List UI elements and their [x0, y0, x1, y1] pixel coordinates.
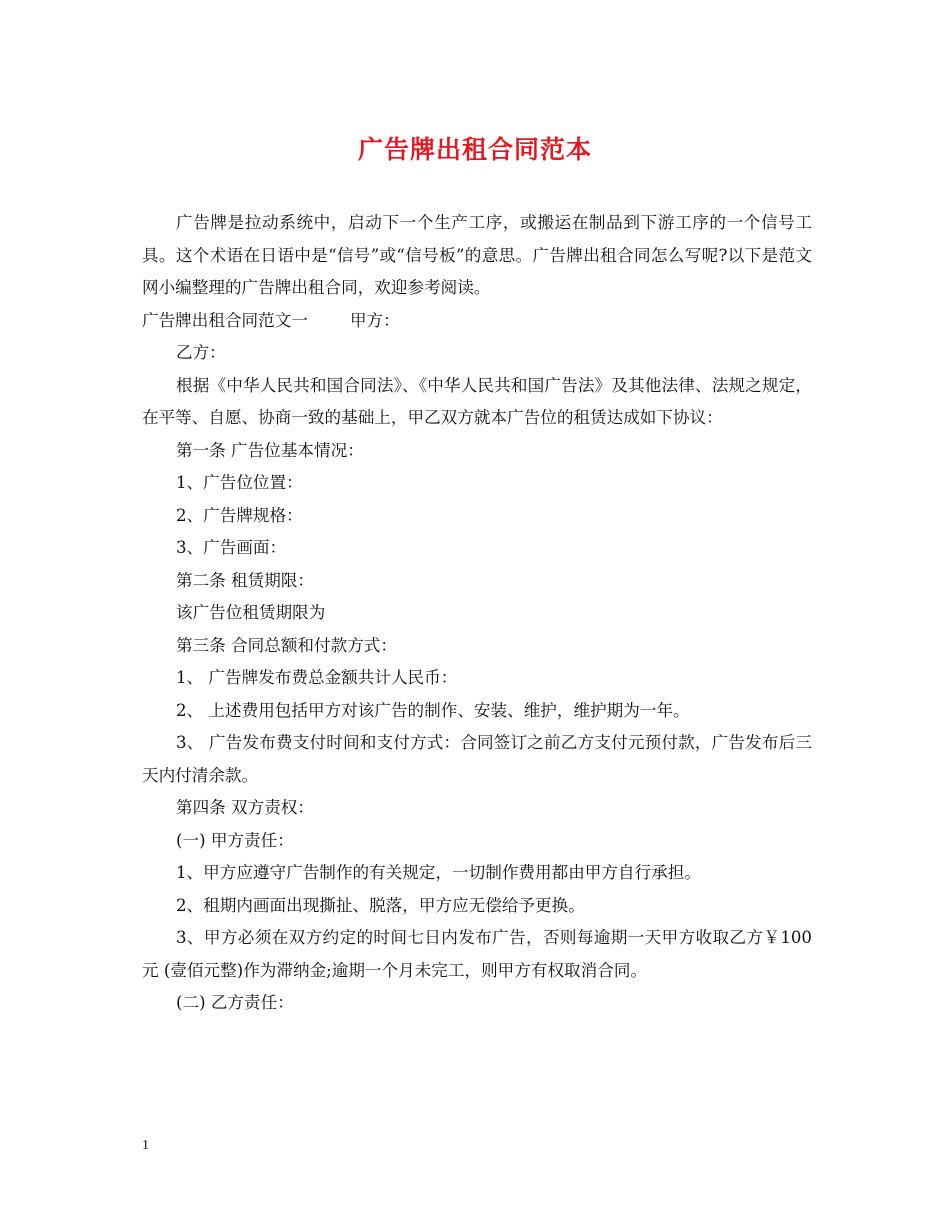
- article-3-title: 第三条 合同总额和付款方式：: [176, 635, 397, 655]
- document-body: [142, 207, 812, 1020]
- article-1-item-2: 2、广告牌规格：: [176, 505, 303, 525]
- article-3-item-3: 3、 广告发布费支付时间和支付方式：合同签订之前乙方支付元预付款，广告发布后三天内付清余款。: [142, 733, 812, 785]
- party-a-label: 甲方：: [349, 310, 400, 330]
- preamble-paragraph: 根据《中华人民共和国合同法》、《中华人民共和国广告法》及其他法律、法规之规定，在平等、自愿、协商一致的基础上，甲乙双方就本广告位的租赁达成如下协议：: [142, 375, 812, 427]
- section-a-item-1: 1、甲方应遵守广告制作的有关规定，一切制作费用都由甲方自行承担。: [176, 863, 701, 882]
- section-a-title: (一) 甲方责任：: [176, 830, 294, 850]
- article-2-title: 第二条 租赁期限：: [176, 570, 315, 590]
- article-3-item-2: 2、 上述费用包括甲方对该广告的制作、安装、维护，维护期为一年。: [176, 700, 690, 720]
- article-1-title: 第一条 广告位基本情况：: [176, 440, 364, 460]
- sample-heading-line: [142, 305, 812, 338]
- page-number: 1: [142, 1138, 149, 1153]
- section-a-item-3: 3、甲方必须在双方约定的时间七日内发布广告，否则每逾期一天甲方收取乙方￥100 元 (壹佰元整)作为滞纳金;逾期一个月未完工，则甲方有权取消合同。: [142, 928, 812, 980]
- document-title: 广告牌出租合同范本: [357, 135, 592, 164]
- intro-paragraph: 广告牌是拉动系统中，启动下一个生产工序，或搬运在制品到下游工序的一个信号工具。这个术语在日语中是“信号”或“信号板”的意思。广告牌出租合同怎么写呢?以下是范文网小编整理的广告牌出租合同，欢迎参考阅读。: [142, 213, 812, 297]
- article-1-item-1: 1、广告位位置：: [176, 473, 303, 492]
- article-2-text: 该广告位租赁期限为: [176, 603, 326, 622]
- section-b-title: (二) 乙方责任：: [176, 993, 294, 1012]
- sample-heading: 广告牌出租合同范文一: [142, 310, 308, 330]
- party-b-label: 乙方：: [176, 343, 226, 362]
- article-1-item-3: 3、广告画面：: [176, 538, 287, 557]
- section-a-item-2: 2、租期内画面出现撕扯、脱落，甲方应无偿给予更换。: [176, 895, 585, 915]
- article-3-item-1: 1、 广告牌发布费总金额共计人民币：: [176, 668, 458, 687]
- article-4-title: 第四条 双方责权：: [176, 798, 315, 817]
